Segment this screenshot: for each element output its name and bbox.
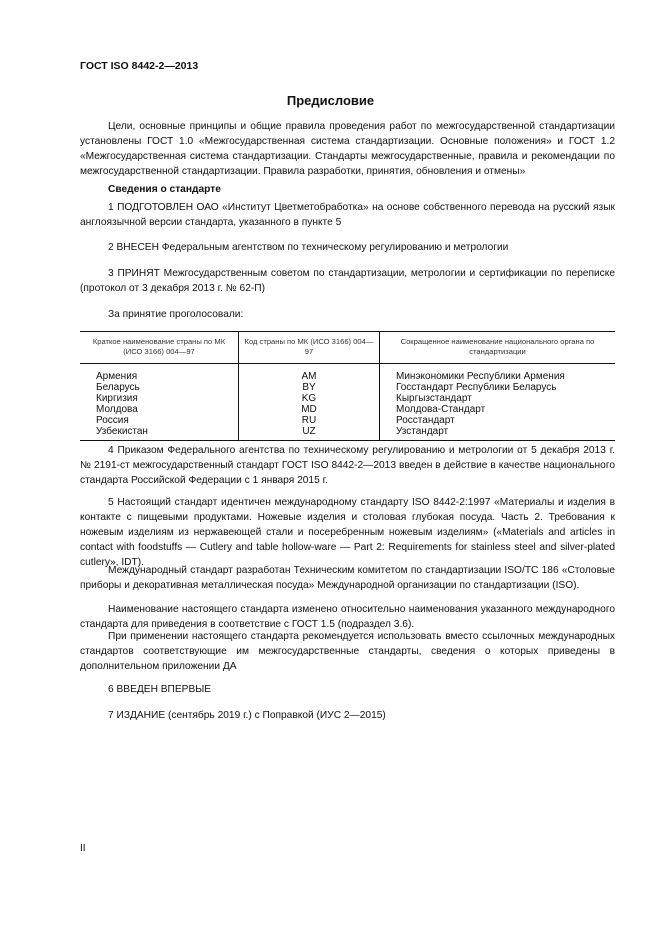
code-cell: AM (239, 364, 380, 383)
item-5-committee-paragraph: Международный стандарт разработан Техническим комитетом по стандартизации ISO/TC 186 «Столовые приборы и декоративная металлическая посуда» Международной организации по стандартизации (ISO). (80, 565, 615, 591)
code-cell: MD (239, 404, 380, 415)
voting-table-header (80, 332, 615, 364)
item-7-paragraph: 7 ИЗДАНИЕ (сентябрь 2019 г.) с Поправкой (ИУС 2—2015) (108, 710, 386, 721)
intro-paragraph: Цели, основные принципы и общие правила проведения работ по межгосударственной стандартизации установлены ГОСТ 1.0 «Межгосударственная система стандартизации. Основные положения» и ГОСТ 1.2 «Межгосударственная система стандартизации. Стандарты межгосударственные, правила и рекомендации по межгосударственной стандартизации. Правила разработки, принятия, обновления и отмены» (80, 121, 615, 177)
body-cell: Минэкономики Республики Армения (396, 371, 565, 382)
item-4-paragraph: 4 Приказом Федерального агентства по техническому регулированию и метрологии от 5 декабря 2013 г. № 2191-ст межгосударственный стандарт ГОСТ ISO 8442-2—2013 введен в действие в качестве национального стандарта Российской Федерации с 1 января 2015 г. (80, 445, 615, 486)
body-cell: Молдова-Стандарт (396, 404, 486, 415)
page-number: II (80, 843, 86, 854)
code-cell: UZ (239, 426, 380, 441)
table-row (80, 364, 615, 383)
table-row (80, 404, 615, 415)
country-cell: Беларусь (80, 382, 239, 393)
item-5-application-paragraph: При применении настоящего стандарта рекомендуется использовать вместо ссылочных международных стандартов соответствующие им межгосударственные стандарты, сведения о которых приведены в дополнительном приложении ДА (80, 631, 615, 672)
item-1-paragraph: 1 ПОДГОТОВЛЕН ОАО «Институт Цветметобработка» на основе собственного перевода на русский язык англоязычной версии стандарта, указанного в пункте 5 (80, 202, 615, 228)
voted-label: За принятие проголосовали: (108, 309, 244, 320)
item-6-paragraph: 6 ВВЕДЕН ВПЕРВЫЕ (108, 684, 212, 695)
header-country-code: Код страны по МК (ИСО 3166) 004—97 (239, 332, 380, 364)
body-cell: Кыргызстандарт (396, 393, 472, 404)
body-cell: Росстандарт (396, 415, 455, 426)
country-cell: Молдова (80, 404, 239, 415)
info-heading: Сведения о стандарте (108, 184, 221, 195)
table-row (80, 426, 615, 441)
page-title: Предисловие (286, 93, 375, 108)
header-country-name: Краткое наименование страны по МК (ИСО 3166) 004—97 (80, 332, 239, 364)
country-cell: Киргизия (80, 393, 239, 404)
country-cell: Россия (80, 415, 239, 426)
table-row (80, 415, 615, 426)
country-cell: Узбекистан (80, 426, 239, 441)
body-cell: Госстандарт Республики Беларусь (396, 382, 557, 393)
item-3-paragraph: 3 ПРИНЯТ Межгосударственным советом по стандартизации, метрологии и сертификации по переписке (протокол от 3 декабря 2013 г. № 62-П) (80, 268, 615, 294)
item-5-name-change-paragraph: Наименование настоящего стандарта изменено относительно наименования указанного международного стандарта для приведения в соответствие с ГОСТ 1.5 (подраздел 3.6). (80, 604, 615, 630)
header-national-body: Сокращенное наименование национального органа по стандартизации (380, 332, 616, 364)
code-cell: KG (239, 393, 380, 404)
body-cell: Узстандарт (380, 426, 616, 441)
code-cell: RU (239, 415, 380, 426)
item-2-paragraph: 2 ВНЕСЕН Федеральным агентством по техническому регулированию и метрологии (108, 242, 509, 253)
item-5-paragraph: 5 Настоящий стандарт идентичен международному стандарту ISO 8442-2:1997 «Материалы и изделия в контакте с пищевыми продуктами. Ножевые изделия и столовая глубокая посуда. Часть 2. Требования к ножевым изделиям из нержавеющей стали и посеребренным ножевым изделиям» («Materials and articles in contact with foodstuffs — Cutlery and table hollow-ware — Part 2: Requirements for stainless steel and silver-plated cutlery», IDT). (80, 497, 615, 568)
code-cell: BY (239, 382, 380, 393)
table-row (80, 382, 615, 393)
table-row (80, 393, 615, 404)
country-cell: Армения (80, 364, 239, 383)
voting-table (80, 331, 615, 441)
standard-code-header: ГОСТ ISO 8442-2—2013 (80, 60, 199, 72)
